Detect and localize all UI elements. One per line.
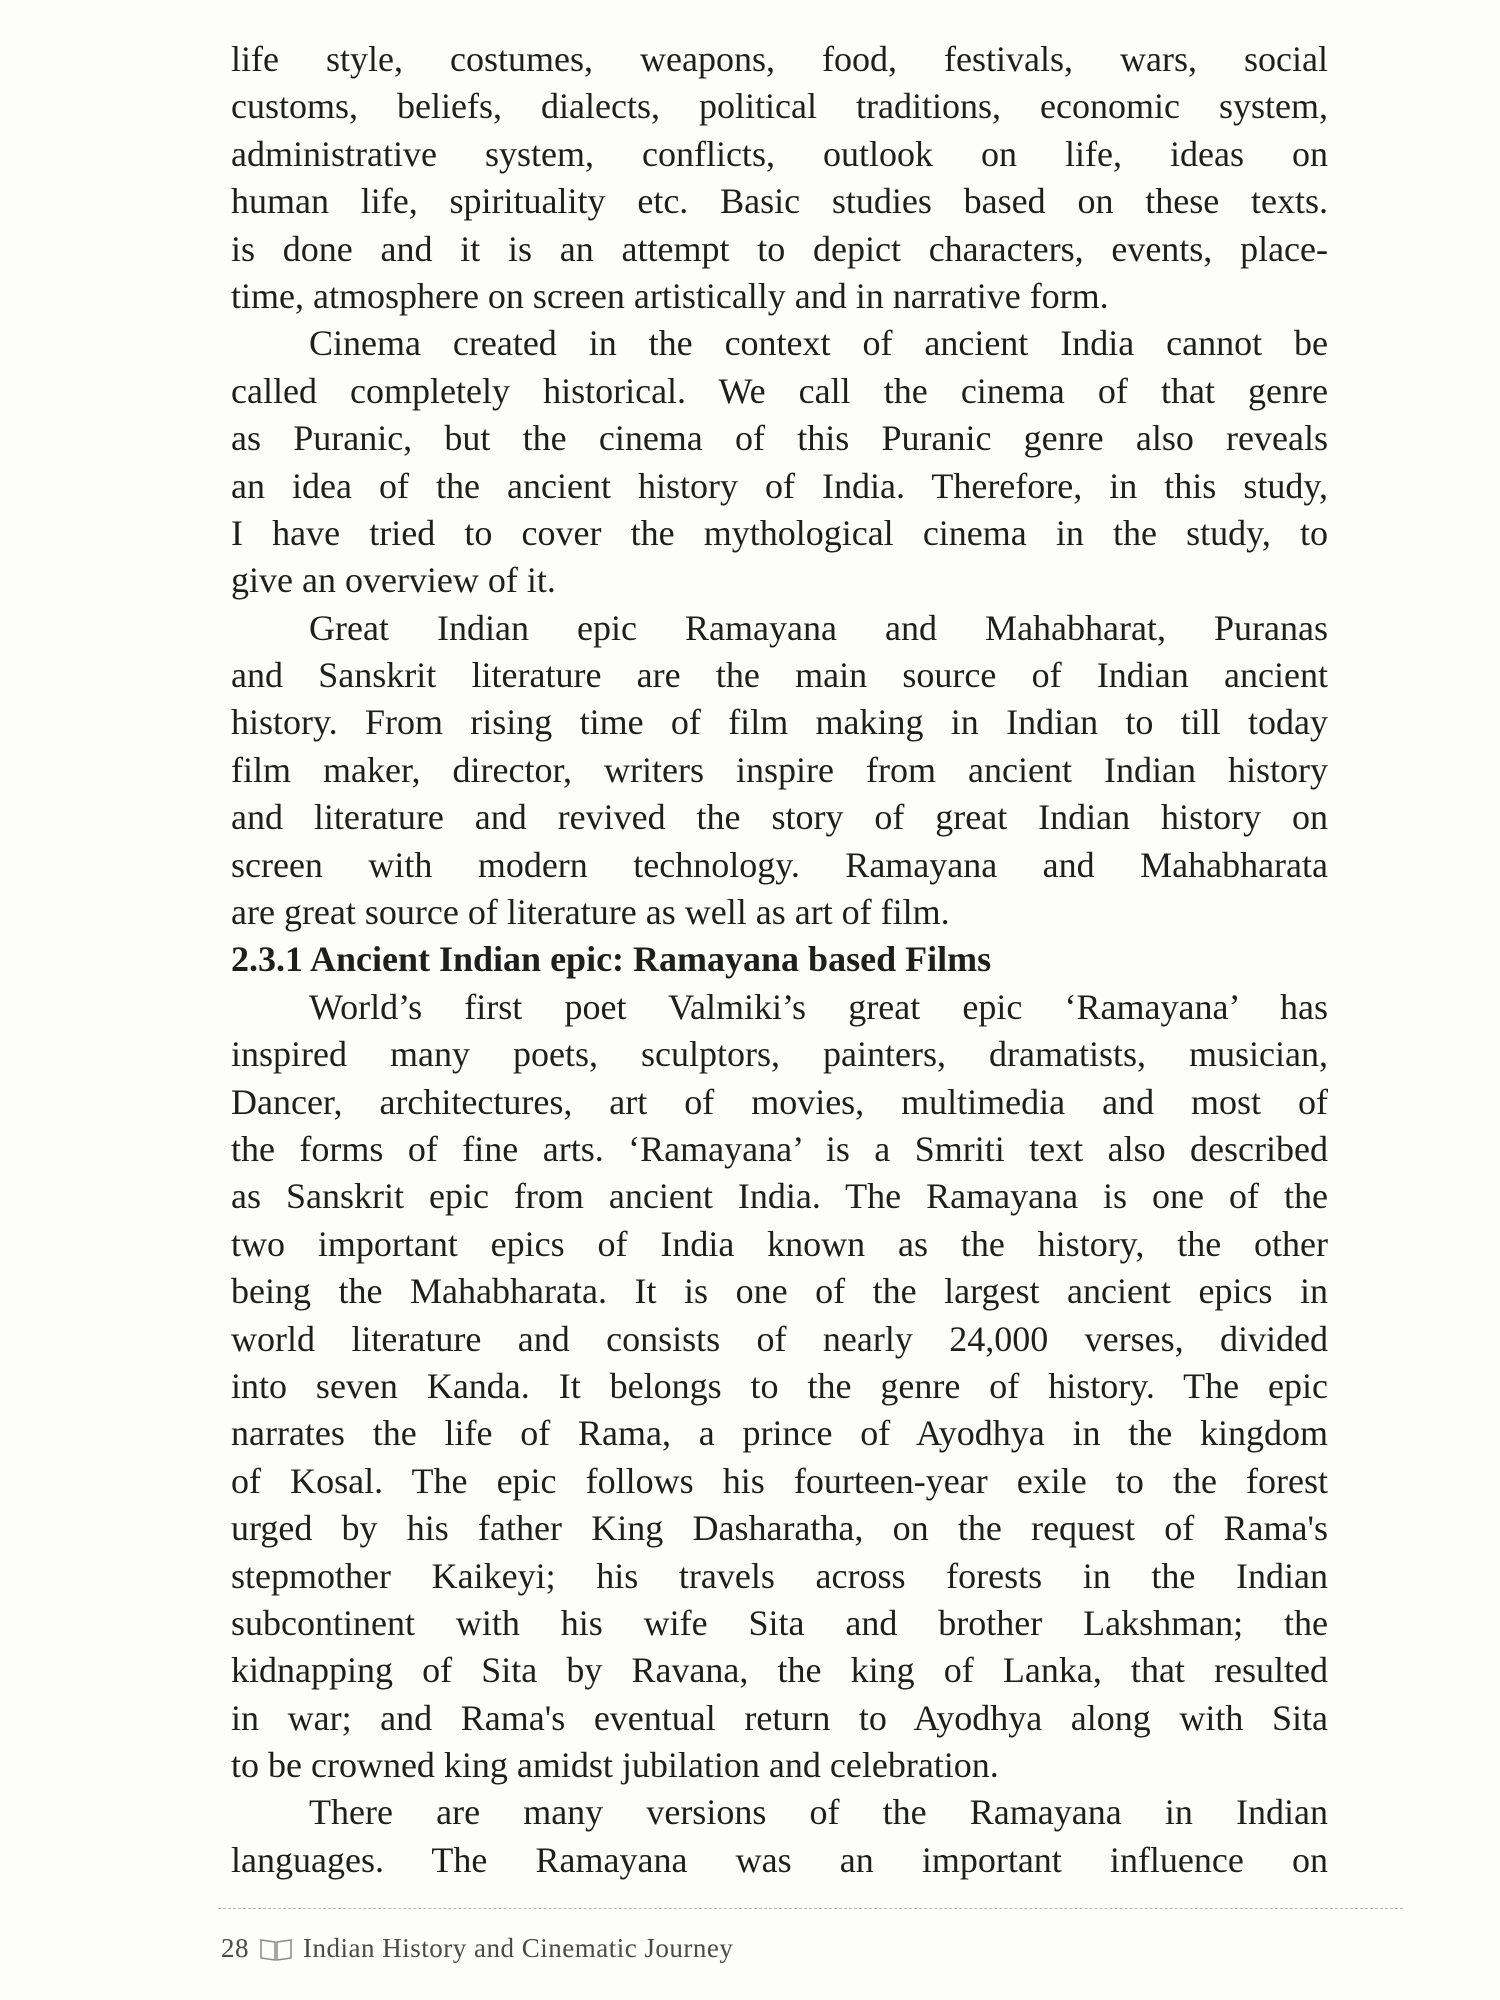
open-book-icon	[259, 1936, 293, 1962]
page-body	[231, 36, 1328, 1884]
text-line: are great source of literature as well as art of film.	[231, 892, 950, 933]
text-line: languages. The Ramayana was an important influence on	[231, 1839, 1328, 1880]
text-line: World’s first poet Valmiki’s great epic ‘Ramayana’ has	[309, 986, 1328, 1027]
text-line: Dancer, architectures, art of movies, multimedia and most of	[231, 1081, 1328, 1122]
text-line: administrative system, conflicts, outlook on life, ideas on	[231, 133, 1328, 174]
text-line: into seven Kanda. It belongs to the genre of history. The epic	[231, 1365, 1328, 1406]
text-line: I have tried to cover the mythological cinema in the study, to	[231, 512, 1328, 553]
text-line: stepmother Kaikeyi; his travels across forests in the Indian	[231, 1555, 1328, 1596]
text-line: the forms of fine arts. ‘Ramayana’ is a Smriti text also described	[231, 1128, 1328, 1169]
text-line: urged by his father King Dasharatha, on the request of Rama's	[231, 1508, 1328, 1549]
text-line: to be crowned king amidst jubilation and celebration.	[231, 1745, 999, 1786]
paragraph	[231, 605, 1328, 937]
text-line: in war; and Rama's eventual return to Ayodhya along with Sita	[231, 1697, 1328, 1738]
text-line: customs, beliefs, dialects, political traditions, economic system,	[231, 86, 1328, 127]
text-line: human life, spirituality etc. Basic studies based on these texts.	[231, 181, 1328, 222]
text-line: history. From rising time of film making in Indian to till today	[231, 702, 1328, 743]
text-line: as Sanskrit epic from ancient India. The Ramayana is one of the	[231, 1176, 1328, 1217]
text-line: give an overview of it.	[231, 560, 556, 601]
paragraph	[231, 36, 1328, 320]
section-heading	[231, 936, 1328, 983]
text-line: called completely historical. We call the cinema of that genre	[231, 370, 1328, 411]
text-line: an idea of the ancient history of India. Therefore, in this study,	[231, 465, 1328, 506]
text-line: world literature and consists of nearly 24,000 verses, divided	[231, 1318, 1328, 1359]
paragraph	[231, 984, 1328, 1790]
text-line: of Kosal. The epic follows his fourteen-year exile to the forest	[231, 1460, 1328, 1501]
text-line: screen with modern technology. Ramayana and Mahabharata	[231, 844, 1328, 885]
text-line: Great Indian epic Ramayana and Mahabharat, Puranas	[309, 607, 1328, 648]
book-title: Indian History and Cinematic Journey	[303, 1933, 734, 1963]
text-line: as Puranic, but the cinema of this Puranic genre also reveals	[231, 418, 1328, 459]
text-line: time, atmosphere on screen artistically and in narrative form.	[231, 275, 1109, 316]
text-line: inspired many poets, sculptors, painters, dramatists, musician,	[231, 1034, 1328, 1075]
text-line: Cinema created in the context of ancient India cannot be	[309, 323, 1328, 364]
text-line: and Sanskrit literature are the main source of Indian ancient	[231, 655, 1328, 696]
text-line: and literature and revived the story of great Indian history on	[231, 797, 1328, 838]
text-line: being the Mahabharata. It is one of the largest ancient epics in	[231, 1271, 1328, 1312]
page-number: 28	[221, 1933, 249, 1963]
text-line: subcontinent with his wife Sita and brother Lakshman; the	[231, 1602, 1328, 1643]
text-line: There are many versions of the Ramayana in Indian	[309, 1792, 1328, 1833]
text-line: narrates the life of Rama, a prince of Ayodhya in the kingdom	[231, 1413, 1328, 1454]
text-line: two important epics of India known as the history, the other	[231, 1223, 1328, 1264]
text-line: film maker, director, writers inspire from ancient Indian history	[231, 749, 1328, 790]
text-line: kidnapping of Sita by Ravana, the king of Lanka, that resulted	[231, 1650, 1328, 1691]
footer-divider	[218, 1908, 1403, 1909]
text-line: life style, costumes, weapons, food, festivals, wars, social	[231, 39, 1328, 79]
paragraph	[231, 1789, 1328, 1884]
text-line: is done and it is an attempt to depict characters, events, place-	[231, 228, 1328, 269]
text-line: 2.3.1 Ancient Indian epic: Ramayana based Films	[231, 939, 992, 980]
paragraph	[231, 320, 1328, 604]
page-footer	[221, 1933, 733, 1964]
